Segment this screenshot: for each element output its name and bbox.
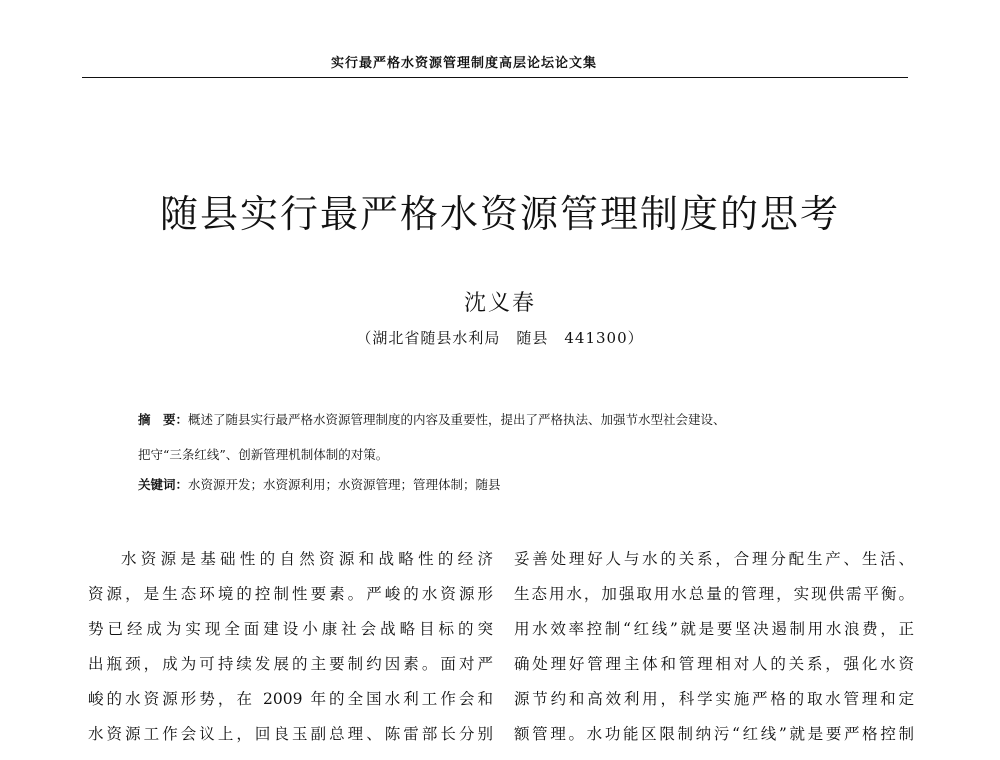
abstract-label: 摘 要： [138, 412, 189, 427]
body-left-column [88, 542, 493, 752]
keywords-label: 关键词： [138, 477, 189, 492]
header-rule [82, 77, 908, 78]
body-line: 用水效率控制“红线”就是要坚决遏制用水浪费，正 [514, 620, 914, 638]
keywords-text: 水资源开发；水资源利用；水资源管理；管理体制；随县 [188, 477, 501, 492]
body-line: 峻的水资源形势，在 2009 年的全国水利工作会和 [88, 690, 493, 708]
body-line: 生态用水，加强取用水总量的管理，实现供需平衡。 [514, 585, 914, 603]
abstract-line-1 [138, 402, 898, 437]
body-line: 出瓶颈，成为可持续发展的主要制约因素。面对严 [88, 655, 493, 673]
abstract-text: 概述了随县实行最严格水资源管理制度的内容及重要性，提出了严格执法、加强节水型社会建设、 [188, 412, 726, 427]
body-line: 妥善处理好人与水的关系，合理分配生产、生活、 [514, 550, 914, 568]
body-line: 势已经成为实现全面建设小康社会战略目标的突 [88, 620, 493, 638]
body-line: 资源，是生态环境的控制性要素。严峻的水资源形 [88, 585, 493, 603]
body-right-column [514, 542, 914, 752]
abstract-line-2: 把守“三条红线”、创新管理机制体制的对策。 [138, 447, 389, 462]
author-affiliation: （湖北省随县水利局 随县 441300） [356, 329, 644, 347]
body-line: 额管理。水功能区限制纳污“红线”就是要严格控制 [514, 725, 914, 743]
abstract-block [138, 402, 898, 472]
body-line: 源节约和高效利用，科学实施严格的取水管理和定 [514, 690, 914, 708]
paper-title: 随县实行最严格水资源管理制度的思考 [159, 192, 840, 237]
running-header: 实行最严格水资源管理制度高层论坛论文集 [330, 56, 597, 71]
body-line: 水资源工作会议上，回良玉副总理、陈雷部长分别 [88, 725, 493, 743]
body-line: 确处理好管理主体和管理相对人的关系，强化水资 [514, 655, 914, 673]
body-line: 水资源是基础性的自然资源和战略性的经济 [121, 550, 493, 568]
keywords-block [138, 475, 898, 493]
author-name: 沈义春 [463, 291, 536, 316]
